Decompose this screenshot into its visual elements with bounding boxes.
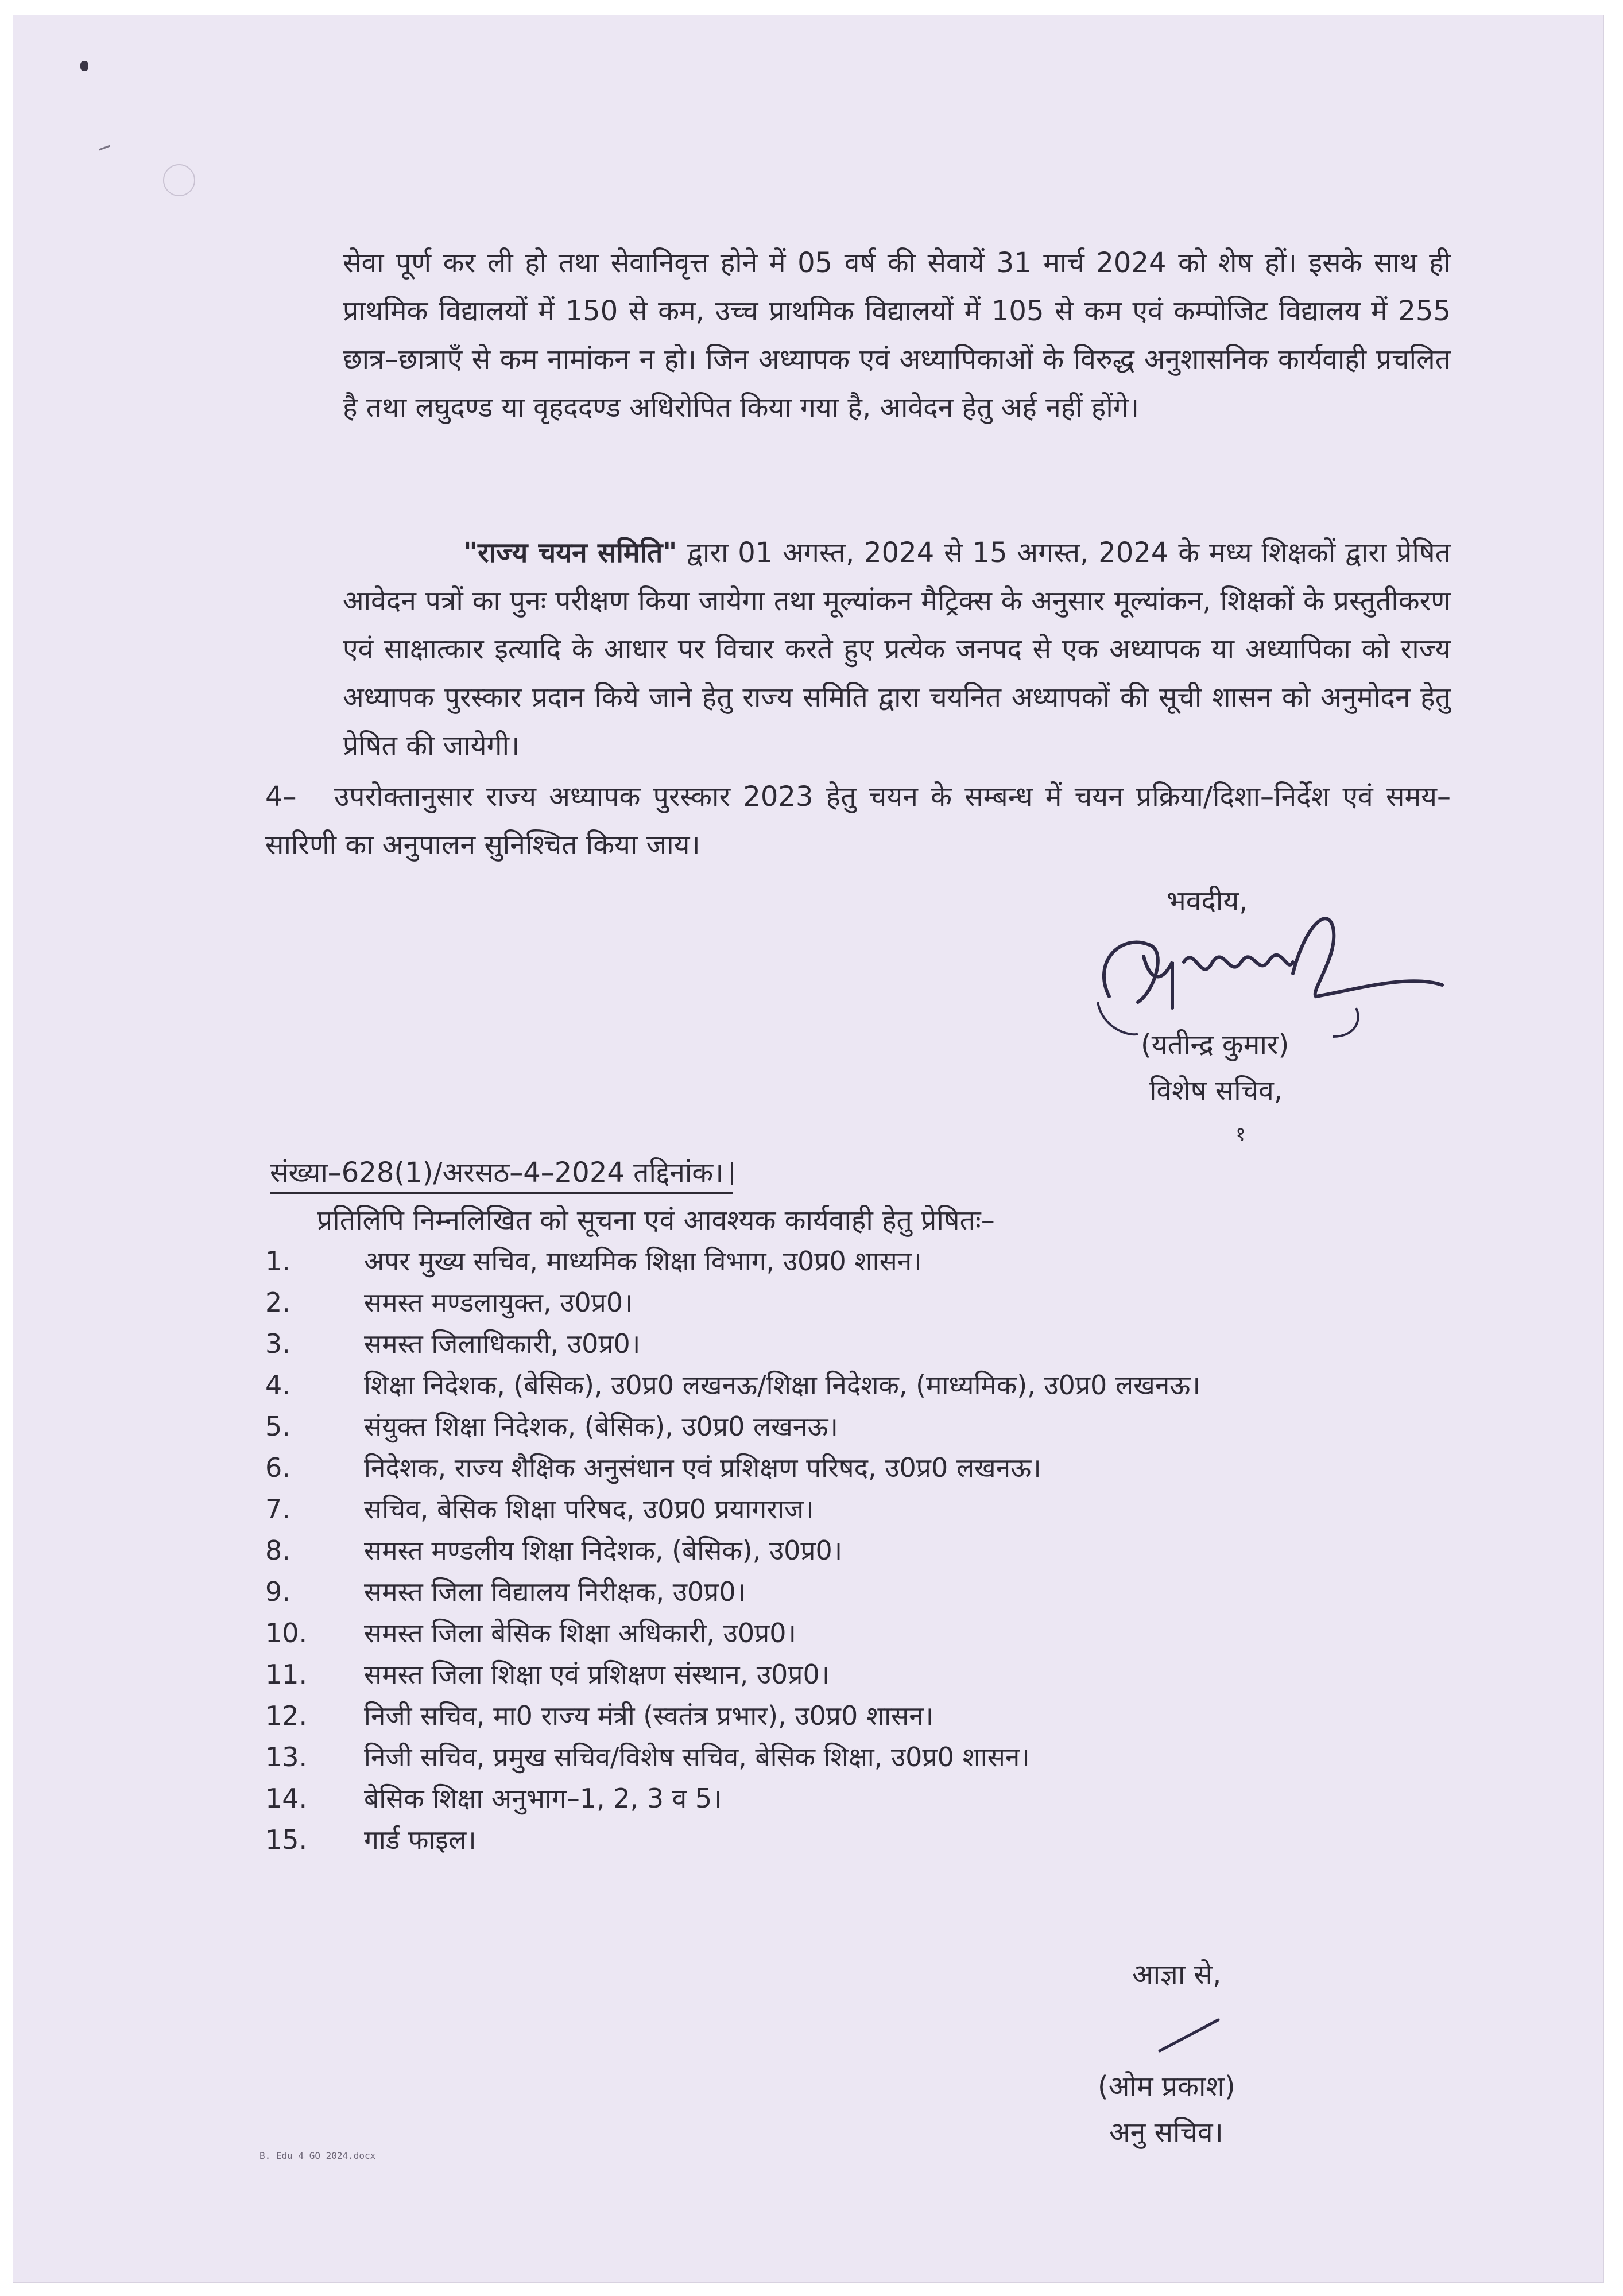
item-number: 8. bbox=[265, 1535, 290, 1566]
initial-stroke-icon bbox=[1155, 2015, 1224, 2055]
copy-recipient-item bbox=[265, 1695, 1471, 1736]
copy-recipient-item bbox=[265, 1282, 1471, 1323]
item-text: संयुक्त शिक्षा निदेशक, (बेसिक), उ0प्र0 लखनऊ। bbox=[364, 1411, 838, 1442]
item-text: समस्त मण्डलीय शिक्षा निदेशक, (बेसिक), उ0प्र0। bbox=[364, 1535, 843, 1566]
copy-recipient-list bbox=[265, 1240, 1471, 1860]
signature-mark: १ bbox=[1235, 1123, 1246, 1146]
signatory-name: (यतीन्द्र कुमार) bbox=[1141, 1029, 1289, 1061]
item-number: 5. bbox=[265, 1411, 290, 1442]
item-number: 2. bbox=[265, 1287, 290, 1318]
item-text: समस्त जिला शिक्षा एवं प्रशिक्षण संस्थान, उ0प्र0। bbox=[364, 1659, 830, 1690]
copy-recipient-item bbox=[265, 1819, 1471, 1860]
item-text: समस्त जिलाधिकारी, उ0प्र0। bbox=[364, 1328, 641, 1359]
paragraph-number: 4– bbox=[265, 781, 297, 813]
copy-recipient-item bbox=[265, 1612, 1471, 1654]
copy-recipient-item bbox=[265, 1778, 1471, 1819]
by-order-label: आज्ञा से, bbox=[1132, 1958, 1222, 1991]
item-text: शिक्षा निदेशक, (बेसिक), उ0प्र0 लखनऊ/शिक्षा निदेशक, (माध्यमिक), उ0प्र0 लखनऊ। bbox=[364, 1370, 1200, 1401]
paragraph-eligibility: सेवा पूर्ण कर ली हो तथा सेवानिवृत्त होने में 05 वर्ष की सेवायें 31 मार्च 2024 को शेष हों। इसके साथ ही प्राथमिक विद्यालयों में 150 से कम, उच्च प्राथमिक विद्यालयों में 105 से कम एवं कम्पोजिट विद्यालय में 255 छात्र–छात्राएँ से कम नामांकन न हो। जिन अध्यापक एवं अध्यापिकाओं के विरुद्ध अनुशासनिक कार्यवाही प्रचलित है तथा लघुदण्ड या वृहददण्ड अधिरोपित किया गया है, आवेदन हेतु अर्ह नहीं होंगे। bbox=[343, 247, 1451, 424]
item-number: 12. bbox=[265, 1700, 308, 1731]
paragraph-selection-committee bbox=[343, 529, 1451, 781]
copy-recipient-item bbox=[265, 1654, 1471, 1695]
copy-intro: प्रतिलिपि निम्नलिखित को सूचना एवं आवश्यक कार्यवाही हेतु प्रेषितः– bbox=[317, 1204, 995, 1236]
copy-recipient-item bbox=[265, 1240, 1471, 1282]
copy-recipient-item bbox=[265, 1406, 1471, 1447]
underline-end-mark bbox=[723, 1162, 733, 1185]
item-text: गार्ड फाइल। bbox=[364, 1824, 477, 1855]
scan-speck bbox=[99, 145, 110, 151]
copy-recipient-item bbox=[265, 1447, 1471, 1488]
reference-number bbox=[270, 1154, 733, 1194]
file-path-footer: B. Edu 4 GO 2024.docx bbox=[259, 2150, 376, 2161]
item-text: निदेशक, राज्य शैक्षिक अनुसंधान एवं प्रशिक्षण परिषद, उ0प्र0 लखनऊ। bbox=[364, 1452, 1041, 1483]
item-number: 6. bbox=[265, 1452, 290, 1483]
signatory-designation: अनु सचिव। bbox=[1109, 2116, 1223, 2148]
item-number: 10. bbox=[265, 1618, 308, 1649]
item-number: 14. bbox=[265, 1783, 308, 1814]
punch-hole-mark bbox=[163, 164, 195, 196]
item-text: बेसिक शिक्षा अनुभाग–1, 2, 3 व 5। bbox=[364, 1783, 722, 1814]
item-number: 9. bbox=[265, 1576, 290, 1607]
signatory-designation: विशेष सचिव, bbox=[1149, 1075, 1283, 1107]
item-text: निजी सचिव, मा0 राज्य मंत्री (स्वतंत्र प्रभार), उ0प्र0 शासन। bbox=[364, 1700, 934, 1731]
copy-recipient-item bbox=[265, 1736, 1471, 1778]
item-number: 4. bbox=[265, 1370, 290, 1401]
item-number: 3. bbox=[265, 1328, 290, 1359]
paragraph-compliance bbox=[265, 773, 1451, 870]
item-number: 1. bbox=[265, 1246, 290, 1277]
salutation: भवदीय, bbox=[1167, 885, 1248, 917]
copy-recipient-item bbox=[265, 1323, 1471, 1364]
paragraph-selection-text: द्वारा 01 अगस्त, 2024 से 15 अगस्त, 2024 के मध्य शिक्षकों द्वारा प्रेषित आवेदन पत्रों का पुनः परीक्षण किया जायेगा तथा मूल्यांकन मैट्रिक्स के अनुसार मूल्यांकन, शिक्षकों के प्रस्तुतीकरण एवं साक्षात्कार इत्यादि के आधार पर विचार करते हुए प्रत्येक जनपद से एक अध्यापक या अध्यापिका को राज्य अध्यापक पुरस्कार प्रदान किये जाने हेतु राज्य समिति द्वारा चयनित अध्यापकों की सूची शासन को अनुमोदन हेतु प्रेषित की जायेगी। bbox=[343, 537, 1451, 762]
document-page bbox=[13, 15, 1604, 2283]
item-number: 11. bbox=[265, 1659, 308, 1690]
item-number: 7. bbox=[265, 1494, 290, 1525]
copy-recipient-item bbox=[265, 1571, 1471, 1612]
signature-block-special-secretary bbox=[1086, 882, 1488, 1157]
item-text: अपर मुख्य सचिव, माध्यमिक शिक्षा विभाग, उ0प्र0 शासन। bbox=[364, 1246, 922, 1277]
copy-recipient-item bbox=[265, 1530, 1471, 1571]
item-text: समस्त जिला विद्यालय निरीक्षक, उ0प्र0। bbox=[364, 1576, 746, 1607]
signatory-name: (ओम प्रकाश) bbox=[1098, 2070, 1235, 2103]
copy-recipient-item bbox=[265, 1364, 1471, 1406]
committee-name: "राज्य चयन समिति" bbox=[463, 537, 677, 569]
scan-speck bbox=[80, 61, 88, 71]
copy-recipient-item bbox=[265, 1488, 1471, 1530]
signature-block-under-secretary bbox=[1098, 1955, 1385, 2162]
item-number: 13. bbox=[265, 1742, 308, 1773]
item-number: 15. bbox=[265, 1824, 308, 1855]
paragraph-compliance-text: उपरोक्तानुसार राज्य अध्यापक पुरस्कार 2023 हेतु चयन के सम्बन्ध में चयन प्रक्रिया/दिशा–निर्देश एवं समय–सारिणी का अनुपालन सुनिश्चित किया जाय। bbox=[265, 781, 1451, 861]
item-text: सचिव, बेसिक शिक्षा परिषद, उ0प्र0 प्रयागराज। bbox=[364, 1494, 814, 1525]
reference-text: संख्या–628(1)/अरसठ–4–2024 तद्दिनांक। bbox=[270, 1157, 724, 1189]
item-text: समस्त मण्डलायुक्त, उ0प्र0। bbox=[364, 1287, 633, 1318]
item-text: समस्त जिला बेसिक शिक्षा अधिकारी, उ0प्र0। bbox=[364, 1618, 796, 1649]
item-text: निजी सचिव, प्रमुख सचिव/विशेष सचिव, बेसिक शिक्षा, उ0प्र0 शासन। bbox=[364, 1742, 1030, 1773]
